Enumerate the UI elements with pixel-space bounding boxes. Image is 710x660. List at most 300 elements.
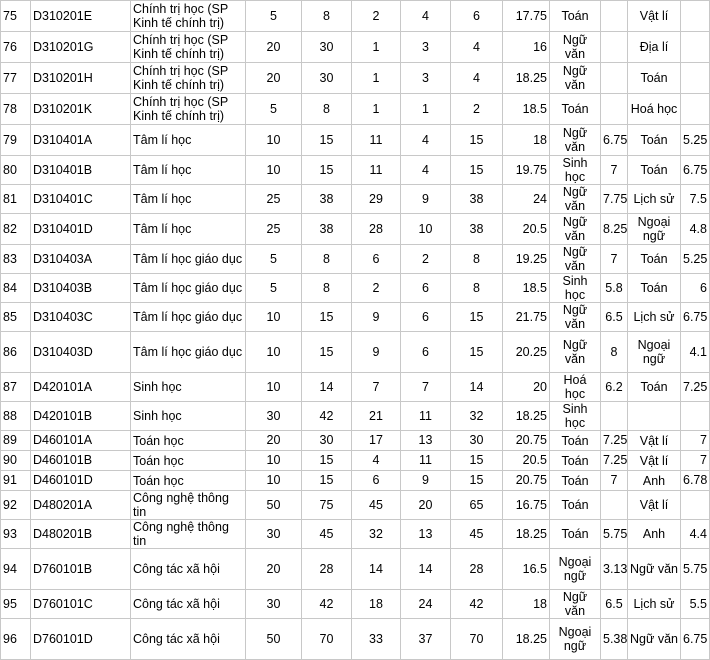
quota-cell: 25 bbox=[246, 214, 302, 245]
count-total-cell: 70 bbox=[451, 619, 503, 660]
registered-cell: 30 bbox=[302, 63, 352, 94]
row-number-cell: 93 bbox=[1, 520, 31, 549]
subject-1-score-cell bbox=[601, 402, 628, 431]
registered-cell: 30 bbox=[302, 431, 352, 451]
subject-2-cell: Toán bbox=[628, 125, 681, 156]
count-a-cell: 33 bbox=[352, 619, 401, 660]
subject-1-score-cell: 7.25 bbox=[601, 431, 628, 451]
count-total-cell: 32 bbox=[451, 402, 503, 431]
table-row bbox=[1, 303, 710, 332]
quota-cell: 50 bbox=[246, 491, 302, 520]
count-total-cell: 14 bbox=[451, 373, 503, 402]
count-a-cell: 2 bbox=[352, 274, 401, 303]
score-cell: 20.5 bbox=[503, 451, 550, 471]
subject-1-score-cell bbox=[601, 491, 628, 520]
subject-2-cell: Ngữ văn bbox=[628, 619, 681, 660]
major-name-cell: Tâm lí học giáo dục bbox=[131, 274, 246, 303]
major-name-cell: Tâm lí học giáo dục bbox=[131, 303, 246, 332]
major-code-cell: D420101A bbox=[31, 373, 131, 402]
subject-2-cell: Toán bbox=[628, 156, 681, 185]
subject-2-score-cell: 5.25 bbox=[681, 125, 710, 156]
subject-1-cell: Sinh học bbox=[550, 156, 601, 185]
subject-1-cell: Toán bbox=[550, 491, 601, 520]
count-b-cell: 9 bbox=[401, 185, 451, 214]
count-b-cell: 1 bbox=[401, 94, 451, 125]
quota-cell: 10 bbox=[246, 373, 302, 402]
count-total-cell: 45 bbox=[451, 520, 503, 549]
subject-1-cell: Hoá học bbox=[550, 373, 601, 402]
table-row bbox=[1, 491, 710, 520]
row-number-cell: 76 bbox=[1, 32, 31, 63]
registered-cell: 28 bbox=[302, 549, 352, 590]
subject-2-cell: Ngoại ngữ bbox=[628, 214, 681, 245]
major-code-cell: D310403D bbox=[31, 332, 131, 373]
count-total-cell: 15 bbox=[451, 303, 503, 332]
score-cell: 17.75 bbox=[503, 1, 550, 32]
count-b-cell: 7 bbox=[401, 373, 451, 402]
subject-2-score-cell: 4.8 bbox=[681, 214, 710, 245]
subject-2-cell: Anh bbox=[628, 471, 681, 491]
major-code-cell: D310401D bbox=[31, 214, 131, 245]
subject-2-score-cell: 5.25 bbox=[681, 245, 710, 274]
count-total-cell: 4 bbox=[451, 63, 503, 94]
score-cell: 20 bbox=[503, 373, 550, 402]
major-name-cell: Chính trị học (SP Kinh tế chính trị) bbox=[131, 32, 246, 63]
subject-2-score-cell bbox=[681, 491, 710, 520]
subject-2-score-cell: 6.75 bbox=[681, 303, 710, 332]
subject-2-cell: Toán bbox=[628, 63, 681, 94]
table-row bbox=[1, 245, 710, 274]
count-b-cell: 20 bbox=[401, 491, 451, 520]
major-code-cell: D310401B bbox=[31, 156, 131, 185]
count-a-cell: 17 bbox=[352, 431, 401, 451]
major-name-cell: Sinh học bbox=[131, 402, 246, 431]
major-name-cell: Toán học bbox=[131, 471, 246, 491]
major-code-cell: D310201G bbox=[31, 32, 131, 63]
major-name-cell: Tâm lí học bbox=[131, 156, 246, 185]
table-row bbox=[1, 63, 710, 94]
quota-cell: 20 bbox=[246, 549, 302, 590]
table-row bbox=[1, 156, 710, 185]
count-total-cell: 38 bbox=[451, 214, 503, 245]
count-a-cell: 14 bbox=[352, 549, 401, 590]
count-total-cell: 30 bbox=[451, 431, 503, 451]
count-total-cell: 8 bbox=[451, 245, 503, 274]
table-row bbox=[1, 214, 710, 245]
subject-1-score-cell: 7.75 bbox=[601, 185, 628, 214]
count-b-cell: 37 bbox=[401, 619, 451, 660]
subject-2-cell: Vật lí bbox=[628, 451, 681, 471]
subject-1-score-cell: 7 bbox=[601, 156, 628, 185]
subject-1-cell: Ngữ văn bbox=[550, 245, 601, 274]
table-row bbox=[1, 185, 710, 214]
subject-1-cell: Ngữ văn bbox=[550, 185, 601, 214]
quota-cell: 5 bbox=[246, 245, 302, 274]
subject-2-cell: Hoá học bbox=[628, 94, 681, 125]
registered-cell: 15 bbox=[302, 125, 352, 156]
quota-cell: 20 bbox=[246, 431, 302, 451]
registered-cell: 75 bbox=[302, 491, 352, 520]
count-total-cell: 6 bbox=[451, 1, 503, 32]
row-number-cell: 92 bbox=[1, 491, 31, 520]
subject-1-cell: Toán bbox=[550, 1, 601, 32]
row-number-cell: 82 bbox=[1, 214, 31, 245]
major-name-cell: Chính trị học (SP Kinh tế chính trị) bbox=[131, 63, 246, 94]
subject-2-score-cell: 7.5 bbox=[681, 185, 710, 214]
subject-1-score-cell: 8.25 bbox=[601, 214, 628, 245]
count-total-cell: 2 bbox=[451, 94, 503, 125]
major-name-cell: Công tác xã hội bbox=[131, 619, 246, 660]
major-code-cell: D460101A bbox=[31, 431, 131, 451]
count-total-cell: 15 bbox=[451, 451, 503, 471]
major-name-cell: Công nghệ thông tin bbox=[131, 520, 246, 549]
score-cell: 21.75 bbox=[503, 303, 550, 332]
registered-cell: 8 bbox=[302, 94, 352, 125]
table-row bbox=[1, 471, 710, 491]
score-cell: 18.25 bbox=[503, 63, 550, 94]
registered-cell: 15 bbox=[302, 156, 352, 185]
registered-cell: 30 bbox=[302, 32, 352, 63]
subject-2-cell: Địa lí bbox=[628, 32, 681, 63]
table-row bbox=[1, 274, 710, 303]
count-a-cell: 18 bbox=[352, 590, 401, 619]
subject-1-score-cell: 5.38 bbox=[601, 619, 628, 660]
major-code-cell: D310403B bbox=[31, 274, 131, 303]
count-b-cell: 6 bbox=[401, 303, 451, 332]
quota-cell: 10 bbox=[246, 156, 302, 185]
row-number-cell: 81 bbox=[1, 185, 31, 214]
major-name-cell: Toán học bbox=[131, 431, 246, 451]
row-number-cell: 87 bbox=[1, 373, 31, 402]
subject-2-cell: Ngữ văn bbox=[628, 549, 681, 590]
subject-2-cell: Toán bbox=[628, 245, 681, 274]
quota-cell: 20 bbox=[246, 32, 302, 63]
major-code-cell: D310401C bbox=[31, 185, 131, 214]
major-name-cell: Công nghệ thông tin bbox=[131, 491, 246, 520]
major-code-cell: D480201A bbox=[31, 491, 131, 520]
major-code-cell: D310201E bbox=[31, 1, 131, 32]
subject-1-score-cell: 5.75 bbox=[601, 520, 628, 549]
table-row bbox=[1, 619, 710, 660]
count-total-cell: 15 bbox=[451, 125, 503, 156]
subject-2-cell: Lịch sử bbox=[628, 185, 681, 214]
subject-1-score-cell: 5.8 bbox=[601, 274, 628, 303]
quota-cell: 10 bbox=[246, 332, 302, 373]
quota-cell: 5 bbox=[246, 94, 302, 125]
quota-cell: 50 bbox=[246, 619, 302, 660]
row-number-cell: 75 bbox=[1, 1, 31, 32]
subject-1-cell: Ngữ văn bbox=[550, 303, 601, 332]
subject-1-cell: Toán bbox=[550, 471, 601, 491]
score-cell: 18.25 bbox=[503, 520, 550, 549]
subject-2-score-cell bbox=[681, 402, 710, 431]
subject-2-cell: Vật lí bbox=[628, 1, 681, 32]
subject-1-score-cell: 8 bbox=[601, 332, 628, 373]
row-number-cell: 84 bbox=[1, 274, 31, 303]
subject-1-cell: Ngữ văn bbox=[550, 214, 601, 245]
registered-cell: 15 bbox=[302, 332, 352, 373]
table-row bbox=[1, 94, 710, 125]
subject-2-score-cell: 7.25 bbox=[681, 373, 710, 402]
table-row bbox=[1, 431, 710, 451]
subject-2-cell: Toán bbox=[628, 373, 681, 402]
row-number-cell: 90 bbox=[1, 451, 31, 471]
registered-cell: 14 bbox=[302, 373, 352, 402]
table-row bbox=[1, 549, 710, 590]
row-number-cell: 96 bbox=[1, 619, 31, 660]
score-cell: 24 bbox=[503, 185, 550, 214]
major-code-cell: D760101D bbox=[31, 619, 131, 660]
count-a-cell: 28 bbox=[352, 214, 401, 245]
subject-1-cell: Toán bbox=[550, 94, 601, 125]
table-row bbox=[1, 1, 710, 32]
score-cell: 19.25 bbox=[503, 245, 550, 274]
row-number-cell: 83 bbox=[1, 245, 31, 274]
count-a-cell: 4 bbox=[352, 451, 401, 471]
count-total-cell: 38 bbox=[451, 185, 503, 214]
score-cell: 20.75 bbox=[503, 431, 550, 451]
row-number-cell: 78 bbox=[1, 94, 31, 125]
subject-2-score-cell: 5.75 bbox=[681, 549, 710, 590]
subject-1-cell: Ngữ văn bbox=[550, 590, 601, 619]
count-b-cell: 10 bbox=[401, 214, 451, 245]
score-cell: 19.75 bbox=[503, 156, 550, 185]
major-name-cell: Công tác xã hội bbox=[131, 549, 246, 590]
count-b-cell: 11 bbox=[401, 451, 451, 471]
count-total-cell: 15 bbox=[451, 471, 503, 491]
score-cell: 16.75 bbox=[503, 491, 550, 520]
count-a-cell: 9 bbox=[352, 303, 401, 332]
count-b-cell: 6 bbox=[401, 332, 451, 373]
count-a-cell: 21 bbox=[352, 402, 401, 431]
major-name-cell: Tâm lí học bbox=[131, 125, 246, 156]
subject-2-score-cell: 7 bbox=[681, 431, 710, 451]
subject-2-cell: Anh bbox=[628, 520, 681, 549]
subject-1-score-cell: 6.5 bbox=[601, 590, 628, 619]
row-number-cell: 77 bbox=[1, 63, 31, 94]
major-name-cell: Tâm lí học giáo dục bbox=[131, 245, 246, 274]
score-cell: 18.25 bbox=[503, 402, 550, 431]
count-a-cell: 45 bbox=[352, 491, 401, 520]
registered-cell: 8 bbox=[302, 1, 352, 32]
registered-cell: 70 bbox=[302, 619, 352, 660]
count-b-cell: 6 bbox=[401, 274, 451, 303]
major-code-cell: D760101C bbox=[31, 590, 131, 619]
quota-cell: 10 bbox=[246, 303, 302, 332]
subject-2-cell: Vật lí bbox=[628, 491, 681, 520]
count-a-cell: 1 bbox=[352, 94, 401, 125]
row-number-cell: 89 bbox=[1, 431, 31, 451]
row-number-cell: 94 bbox=[1, 549, 31, 590]
subject-2-score-cell: 6 bbox=[681, 274, 710, 303]
quota-cell: 30 bbox=[246, 402, 302, 431]
major-name-cell: Chính trị học (SP Kinh tế chính trị) bbox=[131, 94, 246, 125]
major-name-cell: Tâm lí học giáo dục bbox=[131, 332, 246, 373]
score-cell: 16 bbox=[503, 32, 550, 63]
table-row bbox=[1, 520, 710, 549]
major-name-cell: Chính trị học (SP Kinh tế chính trị) bbox=[131, 1, 246, 32]
table-row bbox=[1, 32, 710, 63]
subject-2-score-cell: 6.78 bbox=[681, 471, 710, 491]
quota-cell: 30 bbox=[246, 520, 302, 549]
count-a-cell: 6 bbox=[352, 471, 401, 491]
registered-cell: 15 bbox=[302, 451, 352, 471]
subject-1-score-cell bbox=[601, 32, 628, 63]
subject-2-score-cell: 6.75 bbox=[681, 156, 710, 185]
subject-1-cell: Toán bbox=[550, 520, 601, 549]
major-code-cell: D480201B bbox=[31, 520, 131, 549]
major-code-cell: D460101D bbox=[31, 471, 131, 491]
count-a-cell: 1 bbox=[352, 63, 401, 94]
subject-1-score-cell bbox=[601, 94, 628, 125]
count-b-cell: 24 bbox=[401, 590, 451, 619]
score-cell: 16.5 bbox=[503, 549, 550, 590]
subject-2-cell: Ngoại ngữ bbox=[628, 332, 681, 373]
count-a-cell: 2 bbox=[352, 1, 401, 32]
major-code-cell: D310201K bbox=[31, 94, 131, 125]
row-number-cell: 80 bbox=[1, 156, 31, 185]
count-a-cell: 7 bbox=[352, 373, 401, 402]
registered-cell: 38 bbox=[302, 185, 352, 214]
table-row bbox=[1, 373, 710, 402]
count-total-cell: 15 bbox=[451, 156, 503, 185]
count-b-cell: 11 bbox=[401, 402, 451, 431]
subject-2-cell bbox=[628, 402, 681, 431]
row-number-cell: 88 bbox=[1, 402, 31, 431]
subject-2-score-cell bbox=[681, 32, 710, 63]
quota-cell: 20 bbox=[246, 63, 302, 94]
count-total-cell: 42 bbox=[451, 590, 503, 619]
subject-2-cell: Lịch sử bbox=[628, 590, 681, 619]
row-number-cell: 95 bbox=[1, 590, 31, 619]
subject-1-cell: Sinh học bbox=[550, 274, 601, 303]
score-cell: 18 bbox=[503, 125, 550, 156]
row-number-cell: 91 bbox=[1, 471, 31, 491]
major-name-cell: Tâm lí học bbox=[131, 214, 246, 245]
count-b-cell: 4 bbox=[401, 1, 451, 32]
count-total-cell: 15 bbox=[451, 332, 503, 373]
registered-cell: 45 bbox=[302, 520, 352, 549]
subject-1-cell: Ngoại ngữ bbox=[550, 619, 601, 660]
score-cell: 20.25 bbox=[503, 332, 550, 373]
major-code-cell: D310401A bbox=[31, 125, 131, 156]
subject-1-score-cell: 6.5 bbox=[601, 303, 628, 332]
table-row bbox=[1, 590, 710, 619]
count-b-cell: 4 bbox=[401, 156, 451, 185]
count-total-cell: 65 bbox=[451, 491, 503, 520]
subject-1-cell: Toán bbox=[550, 451, 601, 471]
count-total-cell: 4 bbox=[451, 32, 503, 63]
count-b-cell: 4 bbox=[401, 125, 451, 156]
subject-1-score-cell: 6.2 bbox=[601, 373, 628, 402]
registered-cell: 42 bbox=[302, 590, 352, 619]
major-code-cell: D760101B bbox=[31, 549, 131, 590]
subject-1-score-cell: 3.13 bbox=[601, 549, 628, 590]
table-row bbox=[1, 451, 710, 471]
registered-cell: 8 bbox=[302, 274, 352, 303]
quota-cell: 10 bbox=[246, 471, 302, 491]
major-name-cell: Sinh học bbox=[131, 373, 246, 402]
count-b-cell: 14 bbox=[401, 549, 451, 590]
table-row bbox=[1, 125, 710, 156]
count-b-cell: 9 bbox=[401, 471, 451, 491]
count-a-cell: 32 bbox=[352, 520, 401, 549]
registered-cell: 15 bbox=[302, 303, 352, 332]
subject-1-score-cell: 7 bbox=[601, 245, 628, 274]
subject-2-score-cell: 4.1 bbox=[681, 332, 710, 373]
subject-1-cell: Ngữ văn bbox=[550, 32, 601, 63]
subject-2-cell: Toán bbox=[628, 274, 681, 303]
quota-cell: 30 bbox=[246, 590, 302, 619]
registered-cell: 15 bbox=[302, 471, 352, 491]
score-cell: 20.75 bbox=[503, 471, 550, 491]
major-code-cell: D310403A bbox=[31, 245, 131, 274]
count-a-cell: 29 bbox=[352, 185, 401, 214]
subject-1-cell: Ngoại ngữ bbox=[550, 549, 601, 590]
major-code-cell: D460101B bbox=[31, 451, 131, 471]
quota-cell: 5 bbox=[246, 1, 302, 32]
subject-2-score-cell bbox=[681, 1, 710, 32]
subject-2-cell: Vật lí bbox=[628, 431, 681, 451]
subject-2-score-cell bbox=[681, 94, 710, 125]
major-code-cell: D310403C bbox=[31, 303, 131, 332]
subject-1-score-cell bbox=[601, 63, 628, 94]
registered-cell: 42 bbox=[302, 402, 352, 431]
subject-2-score-cell bbox=[681, 63, 710, 94]
count-a-cell: 1 bbox=[352, 32, 401, 63]
count-total-cell: 28 bbox=[451, 549, 503, 590]
count-b-cell: 3 bbox=[401, 63, 451, 94]
subject-1-cell: Ngữ văn bbox=[550, 125, 601, 156]
score-cell: 18.5 bbox=[503, 274, 550, 303]
table-row bbox=[1, 402, 710, 431]
major-code-cell: D420101B bbox=[31, 402, 131, 431]
major-code-cell: D310201H bbox=[31, 63, 131, 94]
count-a-cell: 6 bbox=[352, 245, 401, 274]
subject-1-cell: Ngữ văn bbox=[550, 63, 601, 94]
major-name-cell: Công tác xã hội bbox=[131, 590, 246, 619]
subject-1-score-cell: 7.25 bbox=[601, 451, 628, 471]
table-body bbox=[1, 1, 710, 660]
registered-cell: 8 bbox=[302, 245, 352, 274]
row-number-cell: 86 bbox=[1, 332, 31, 373]
subject-2-score-cell: 5.5 bbox=[681, 590, 710, 619]
score-cell: 18.25 bbox=[503, 619, 550, 660]
quota-cell: 25 bbox=[246, 185, 302, 214]
major-name-cell: Tâm lí học bbox=[131, 185, 246, 214]
count-b-cell: 13 bbox=[401, 520, 451, 549]
subject-2-score-cell: 6.75 bbox=[681, 619, 710, 660]
quota-cell: 10 bbox=[246, 451, 302, 471]
row-number-cell: 79 bbox=[1, 125, 31, 156]
subject-1-cell: Ngữ văn bbox=[550, 332, 601, 373]
count-b-cell: 3 bbox=[401, 32, 451, 63]
major-name-cell: Toán học bbox=[131, 451, 246, 471]
subject-1-cell: Toán bbox=[550, 431, 601, 451]
count-b-cell: 2 bbox=[401, 245, 451, 274]
registered-cell: 38 bbox=[302, 214, 352, 245]
subject-1-score-cell: 6.75 bbox=[601, 125, 628, 156]
subject-2-score-cell: 7 bbox=[681, 451, 710, 471]
count-a-cell: 11 bbox=[352, 156, 401, 185]
score-cell: 18.5 bbox=[503, 94, 550, 125]
count-a-cell: 11 bbox=[352, 125, 401, 156]
count-total-cell: 8 bbox=[451, 274, 503, 303]
score-cell: 20.5 bbox=[503, 214, 550, 245]
quota-cell: 5 bbox=[246, 274, 302, 303]
score-cell: 18 bbox=[503, 590, 550, 619]
subject-2-cell: Lịch sử bbox=[628, 303, 681, 332]
